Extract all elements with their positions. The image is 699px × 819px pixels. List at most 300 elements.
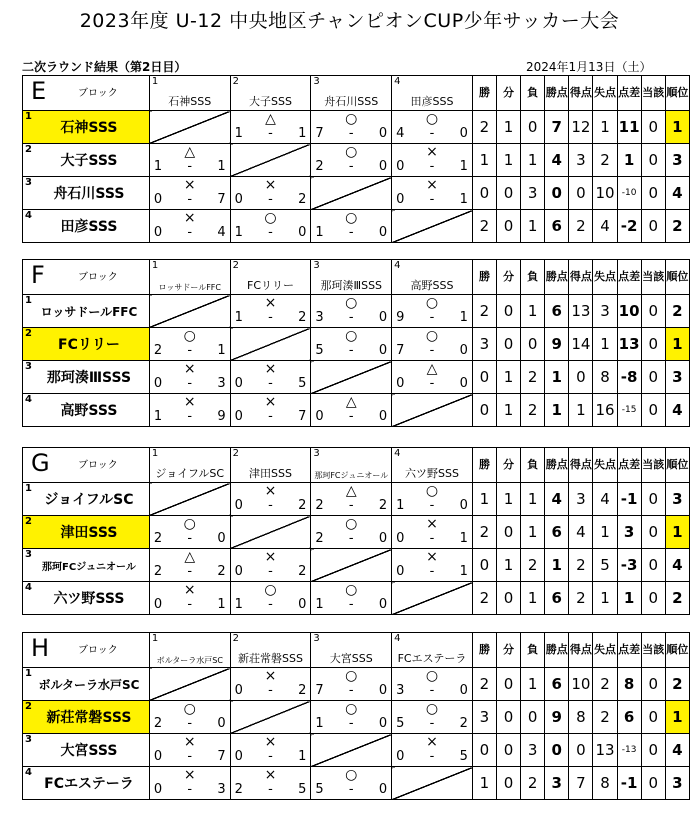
team-number: 4	[25, 394, 32, 405]
match-result-cell	[392, 361, 473, 394]
score-against: 0	[378, 683, 388, 698]
score-for: 0	[234, 683, 243, 698]
score-against: 2	[378, 498, 388, 513]
opponent-number: 2	[232, 448, 240, 459]
stat-value: 3	[665, 767, 689, 800]
score-for: 0	[396, 564, 405, 579]
stat-value: 4	[665, 549, 689, 582]
self-match-cell	[311, 549, 392, 582]
block-letter: H	[31, 634, 50, 662]
opponent-number: 4	[394, 448, 401, 459]
stat-value: 0	[641, 734, 665, 767]
stat-header: 失点	[593, 633, 617, 668]
match-result-cell	[230, 394, 311, 427]
score-dash: -	[268, 376, 273, 391]
score	[315, 717, 387, 731]
stat-value: 2	[521, 361, 545, 394]
stat-value: 0	[641, 701, 665, 734]
score-for: 1	[234, 126, 243, 141]
stat-value: 6	[545, 516, 569, 549]
self-match-cell	[392, 582, 473, 615]
score	[315, 499, 387, 513]
score-dash: -	[348, 310, 354, 325]
stat-value: 3	[569, 144, 593, 177]
stat-value: 6	[545, 210, 569, 243]
block-label-cell	[23, 448, 150, 483]
score-against: 0	[459, 126, 468, 141]
opponent-number: 4	[394, 260, 401, 271]
result-mark: ○	[425, 328, 439, 344]
stat-value: 0	[641, 361, 665, 394]
standings-table	[22, 75, 690, 243]
self-match-cell	[149, 295, 230, 328]
stat-value: 1	[472, 767, 496, 800]
score-for: 1	[315, 597, 324, 612]
stat-header: 順位	[665, 633, 689, 668]
team-name: 石神SSS	[60, 120, 118, 136]
stat-value: 1	[545, 361, 569, 394]
self-match-cell	[392, 210, 473, 243]
team-name-cell	[23, 582, 150, 615]
stat-header: 点差	[617, 448, 641, 483]
stat-value: -1	[617, 767, 641, 800]
score-dash: -	[268, 564, 273, 579]
score-against: 2	[298, 564, 307, 579]
score-dash: -	[429, 564, 435, 579]
block-letter: F	[31, 261, 45, 289]
score-against: 0	[459, 683, 468, 698]
opponent-header	[392, 76, 473, 111]
score-against: 0	[459, 498, 468, 513]
stat-value: 0	[641, 516, 665, 549]
score-dash: -	[429, 310, 435, 325]
score	[396, 311, 468, 325]
table-row	[23, 516, 690, 549]
score-for: 0	[153, 749, 163, 764]
stat-value: 1	[665, 516, 689, 549]
table-row	[23, 361, 690, 394]
stat-value: -13	[617, 734, 641, 767]
opponent-header	[230, 260, 311, 295]
score-against: 1	[217, 159, 226, 174]
opponent-header	[392, 260, 473, 295]
opponent-name: FCリリー	[247, 279, 295, 292]
stat-header: 分	[497, 260, 521, 295]
team-name-cell	[23, 328, 150, 361]
score	[315, 783, 387, 797]
self-match-cell	[311, 177, 392, 210]
score-for: 0	[315, 409, 324, 424]
score-dash: -	[348, 159, 354, 174]
opponent-header	[230, 633, 311, 668]
score-dash: -	[429, 159, 435, 174]
score-for: 3	[396, 683, 405, 698]
stat-value: 0	[472, 361, 496, 394]
stat-value: 13	[569, 295, 593, 328]
score	[396, 160, 468, 174]
stat-value: 0	[641, 328, 665, 361]
stat-value: 2	[472, 516, 496, 549]
stat-value: 0	[641, 394, 665, 427]
score-dash: -	[187, 749, 193, 764]
stat-header: 得点	[569, 76, 593, 111]
score-dash: -	[187, 192, 193, 207]
stat-value: 0	[641, 295, 665, 328]
score-dash: -	[187, 159, 193, 174]
stat-value: 3	[665, 361, 689, 394]
stat-value: 0	[497, 668, 521, 701]
self-match-cell	[311, 734, 392, 767]
stat-header: 順位	[665, 448, 689, 483]
stat-value: 1	[545, 394, 569, 427]
score	[154, 750, 226, 764]
match-result-cell	[392, 144, 473, 177]
score-against: 9	[217, 409, 226, 424]
score	[154, 783, 226, 797]
score-dash: -	[429, 192, 435, 207]
score-dash: -	[268, 683, 273, 698]
score-against: 2	[298, 683, 307, 698]
score-for: 0	[153, 225, 163, 240]
match-result-cell	[149, 177, 230, 210]
stat-value: 8	[593, 767, 617, 800]
score	[154, 377, 226, 391]
stat-value: 1	[569, 394, 593, 427]
stat-value: 0	[641, 210, 665, 243]
score-dash: -	[348, 531, 354, 546]
score-against: 2	[459, 716, 468, 731]
opponent-number: 3	[313, 633, 320, 644]
self-match-cell	[149, 483, 230, 516]
stat-value: 1	[521, 516, 545, 549]
match-result-cell	[392, 483, 473, 516]
stat-value: 8	[617, 668, 641, 701]
stat-value: 6	[545, 668, 569, 701]
score	[315, 160, 387, 174]
self-match-cell	[230, 516, 311, 549]
score	[396, 717, 468, 731]
score-against: 1	[217, 597, 226, 612]
team-number: 2	[25, 701, 32, 712]
team-number: 3	[25, 177, 32, 188]
score-against: 0	[378, 225, 388, 240]
stat-value: 2	[593, 144, 617, 177]
stat-value: 1	[521, 582, 545, 615]
result-mark: ×	[426, 734, 438, 750]
score-against: 0	[378, 343, 388, 358]
opponent-header	[392, 633, 473, 668]
team-number: 1	[25, 111, 32, 122]
team-name-cell	[23, 668, 150, 701]
opponent-name: 那珂湊ⅢSSS	[320, 279, 383, 292]
score-against: 2	[298, 498, 307, 513]
stat-value: 0	[521, 111, 545, 144]
team-name-cell	[23, 483, 150, 516]
score-against: 1	[217, 343, 226, 358]
score-dash: -	[429, 376, 435, 391]
score-dash: -	[268, 225, 273, 240]
score	[315, 344, 387, 358]
opponent-header	[311, 76, 392, 111]
stat-value: 4	[665, 394, 689, 427]
stat-value: 1	[521, 144, 545, 177]
match-date: 2024年1月13日（土）	[526, 60, 652, 74]
stat-value: 2	[665, 210, 689, 243]
result-mark: ○	[345, 668, 358, 684]
score-for: 2	[153, 343, 163, 358]
block-label-cell	[23, 76, 150, 111]
score-for: 0	[153, 597, 163, 612]
opponent-name: 大子SSS	[249, 95, 292, 108]
stat-value: 6	[545, 295, 569, 328]
stat-value: 0	[472, 394, 496, 427]
stat-value: 2	[472, 582, 496, 615]
stat-header: 勝	[472, 448, 496, 483]
match-result-cell	[311, 144, 392, 177]
score	[235, 226, 307, 240]
score-against: 0	[378, 716, 388, 731]
score-dash: -	[348, 409, 354, 424]
score-against: 0	[378, 310, 388, 325]
stat-header: 点差	[617, 76, 641, 111]
stat-header: 失点	[593, 76, 617, 111]
stat-value: -1	[617, 483, 641, 516]
score-dash: -	[429, 716, 435, 731]
stat-header: 得点	[569, 633, 593, 668]
score-against: 1	[459, 310, 468, 325]
result-mark: ○	[345, 767, 358, 783]
block-word: ブロック	[78, 645, 118, 656]
match-result-cell	[392, 734, 473, 767]
result-mark: ○	[345, 210, 358, 226]
stat-value: 2	[521, 767, 545, 800]
result-mark: ×	[183, 394, 196, 410]
team-number: 2	[25, 144, 32, 155]
score-dash: -	[187, 782, 193, 797]
score	[154, 160, 226, 174]
score-dash: -	[187, 531, 193, 546]
opponent-header	[311, 448, 392, 483]
stat-value: 0	[497, 177, 521, 210]
result-mark: ×	[264, 361, 277, 377]
block-label-cell	[23, 633, 150, 668]
score-for: 1	[315, 716, 324, 731]
match-result-cell	[311, 516, 392, 549]
opponent-name: 津田SSS	[249, 467, 292, 480]
stat-value: 0	[641, 582, 665, 615]
score-against: 1	[298, 749, 307, 764]
opponent-number: 3	[313, 448, 320, 459]
result-mark: ×	[183, 734, 196, 750]
team-name: FCリリー	[58, 337, 120, 353]
opponent-number: 3	[313, 76, 320, 87]
team-name: ボルターラ水戸SC	[38, 677, 140, 692]
result-mark: ×	[183, 210, 196, 226]
match-result-cell	[311, 767, 392, 800]
table-row	[23, 582, 690, 615]
stat-value: 8	[593, 361, 617, 394]
score-dash: -	[187, 225, 193, 240]
score-for: 0	[396, 531, 405, 546]
score-for: 2	[153, 564, 163, 579]
score-dash: -	[268, 749, 273, 764]
result-mark: ○	[264, 210, 277, 226]
self-match-cell	[392, 394, 473, 427]
result-mark: △	[345, 394, 357, 410]
score-against: 7	[298, 409, 307, 424]
match-result-cell	[392, 295, 473, 328]
stat-value: 2	[472, 210, 496, 243]
block-h-section	[22, 632, 690, 800]
match-result-cell	[392, 549, 473, 582]
stat-value: 10	[617, 295, 641, 328]
team-number: 2	[25, 516, 32, 527]
score-for: 1	[315, 225, 324, 240]
team-name: 六ツ野SSS	[53, 591, 125, 607]
match-result-cell	[311, 295, 392, 328]
block-letter: G	[31, 449, 50, 477]
stat-value: 0	[545, 177, 569, 210]
stat-value: 0	[641, 177, 665, 210]
stat-value: 8	[569, 701, 593, 734]
stat-value: 0	[641, 144, 665, 177]
stat-value: 2	[472, 295, 496, 328]
score-against: 2	[298, 310, 307, 325]
opponent-name: FCエステーラ	[397, 652, 467, 665]
stat-value: 0	[472, 734, 496, 767]
score	[235, 565, 307, 579]
table-row	[23, 668, 690, 701]
stat-value: 2	[472, 668, 496, 701]
table-row	[23, 549, 690, 582]
team-name-cell	[23, 295, 150, 328]
team-name-cell	[23, 177, 150, 210]
standings-table	[22, 259, 690, 427]
match-result-cell	[230, 483, 311, 516]
match-result-cell	[149, 361, 230, 394]
stat-value: 1	[472, 483, 496, 516]
team-number: 4	[25, 582, 32, 593]
stat-header: 得点	[569, 260, 593, 295]
stat-header: 失点	[593, 448, 617, 483]
score	[154, 226, 226, 240]
score-dash: -	[268, 126, 273, 141]
stat-value: 6	[617, 701, 641, 734]
stat-header: 当該	[641, 633, 665, 668]
result-mark: ×	[426, 516, 438, 532]
score	[235, 750, 307, 764]
stat-value: 0	[641, 483, 665, 516]
stat-value: 7	[569, 767, 593, 800]
score	[396, 565, 468, 579]
self-match-cell	[230, 328, 311, 361]
table-row	[23, 483, 690, 516]
match-result-cell	[149, 394, 230, 427]
match-result-cell	[392, 111, 473, 144]
score-for: 0	[396, 376, 405, 391]
match-result-cell	[311, 394, 392, 427]
stat-value: 1	[593, 111, 617, 144]
stat-value: 4	[545, 483, 569, 516]
table-row	[23, 767, 690, 800]
result-mark: ×	[183, 361, 196, 377]
stat-value: 0	[497, 516, 521, 549]
result-mark: ×	[183, 767, 196, 783]
result-mark: ×	[264, 668, 277, 684]
result-mark: ○	[425, 483, 439, 499]
team-number: 1	[25, 668, 32, 679]
header-row	[23, 76, 690, 111]
score-for: 0	[234, 749, 243, 764]
stat-value: 1	[665, 111, 689, 144]
stat-value: 2	[665, 668, 689, 701]
score	[154, 598, 226, 612]
stat-value: 0	[497, 701, 521, 734]
team-number: 3	[25, 549, 32, 560]
match-result-cell	[230, 111, 311, 144]
match-result-cell	[311, 111, 392, 144]
score-dash: -	[348, 498, 354, 513]
match-result-cell	[392, 328, 473, 361]
stat-header: 点差	[617, 633, 641, 668]
stat-header: 負	[521, 633, 545, 668]
stat-header: 当該	[641, 76, 665, 111]
stat-value: 6	[545, 582, 569, 615]
stat-value: 2	[665, 295, 689, 328]
stat-header: 順位	[665, 76, 689, 111]
stat-value: 0	[497, 295, 521, 328]
match-result-cell	[149, 734, 230, 767]
score-dash: -	[187, 409, 193, 424]
result-mark: ○	[345, 328, 358, 344]
result-mark: ×	[183, 177, 196, 193]
table-row	[23, 394, 690, 427]
table-row	[23, 734, 690, 767]
team-number: 1	[25, 483, 32, 494]
stat-value: 3	[593, 295, 617, 328]
match-result-cell	[230, 767, 311, 800]
opponent-number: 3	[313, 260, 320, 271]
score	[315, 684, 387, 698]
opponent-number: 2	[232, 633, 240, 644]
stat-value: 7	[545, 111, 569, 144]
score	[396, 684, 468, 698]
result-mark: ×	[264, 734, 277, 750]
table-row	[23, 144, 690, 177]
team-name: 津田SSS	[60, 525, 118, 541]
opponent-number: 2	[232, 76, 240, 87]
team-name: 新荘常磐SSS	[46, 710, 132, 726]
score-for: 1	[153, 409, 163, 424]
stat-header: 分	[497, 448, 521, 483]
score-dash: -	[187, 564, 193, 579]
score-against: 7	[217, 192, 226, 207]
match-result-cell	[230, 582, 311, 615]
stat-value: 3	[521, 734, 545, 767]
stat-value: 1	[497, 394, 521, 427]
stat-value: 12	[569, 111, 593, 144]
stat-header: 勝	[472, 76, 496, 111]
match-result-cell	[230, 668, 311, 701]
score-for: 1	[153, 159, 163, 174]
stat-value: 9	[545, 701, 569, 734]
score	[315, 410, 387, 424]
score-for: 1	[396, 498, 405, 513]
stat-value: 0	[641, 549, 665, 582]
table-row	[23, 210, 690, 243]
stat-value: -15	[617, 394, 641, 427]
stat-value: 0	[569, 734, 593, 767]
